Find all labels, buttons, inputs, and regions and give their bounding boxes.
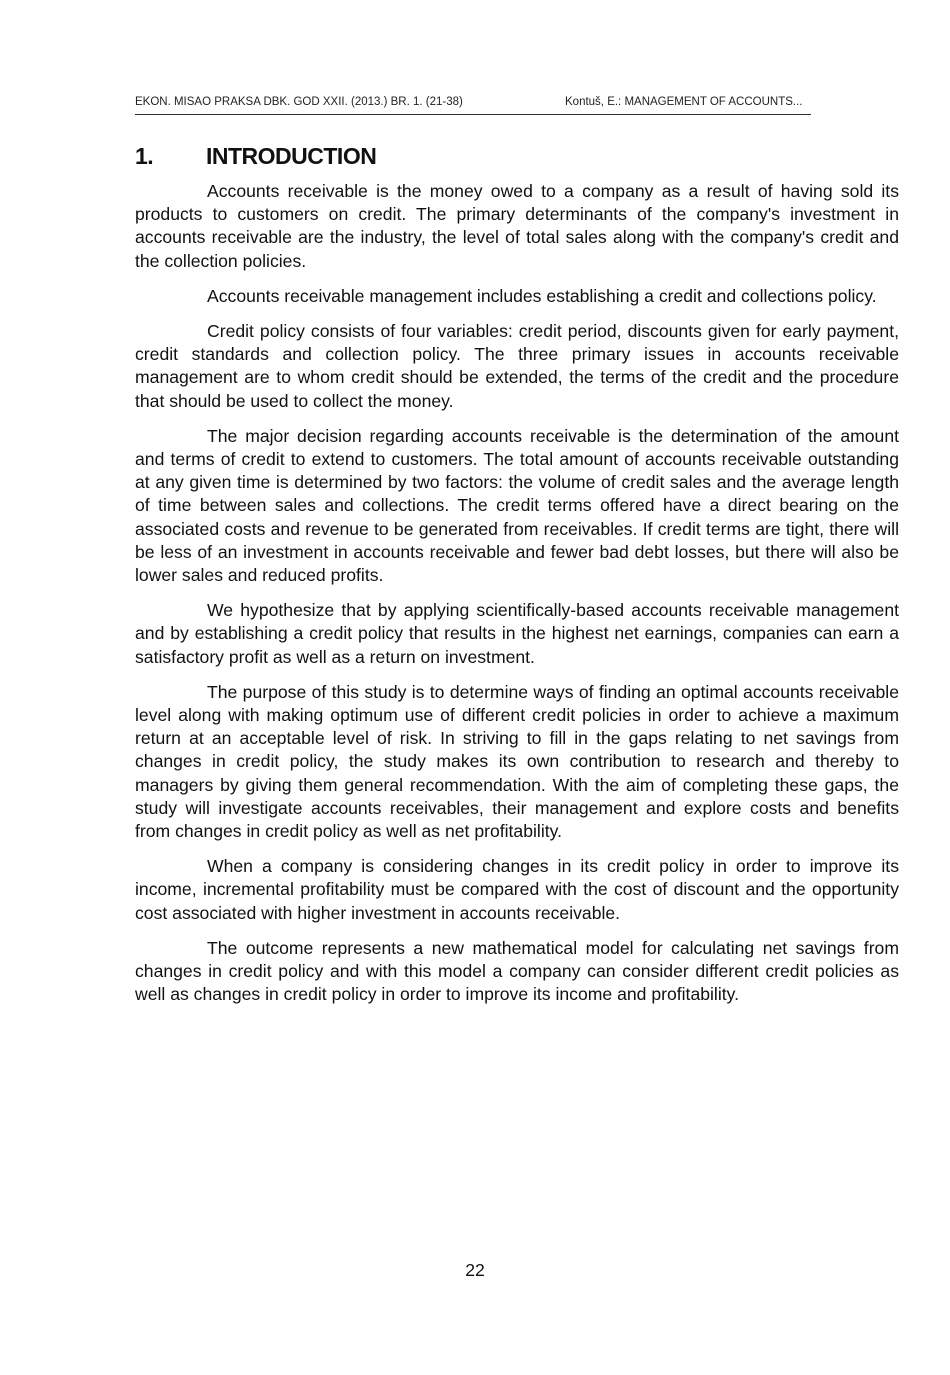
journal-citation: EKON. MISAO PRAKSA DBK. GOD XXII. (2013.) BR. 1. (21-38)	[135, 96, 463, 108]
article-short-title: Kontuš, E.: MANAGEMENT OF ACCOUNTS...	[565, 96, 803, 108]
section-title: INTRODUCTION	[206, 143, 377, 169]
page-number: 22	[465, 1260, 485, 1280]
paragraph: When a company is considering changes in its credit policy in order to improve its income, incremental profitability must be compared with the cost of discount and the opportunity cost associated with higher investment in accounts receivable.	[135, 856, 899, 923]
paragraph: The major decision regarding accounts receivable is the determination of the amount and terms of credit to extend to customers. The total amount of accounts receivable outstanding at any given time is determined by two factors: the volume of credit sales and the average length of time between sales and collections. The credit terms offered have a direct bearing on the associated costs and revenue to be generated from receivables. If credit terms are tight, there will be less of an investment in accounts receivable and fewer bad debt losses, but there will also be lower sales and reduced profits.	[135, 425, 899, 586]
paragraph: Credit policy consists of four variables: credit period, discounts given for early payment, credit standards and collection policy. The three primary issues in accounts receivable management are to whom credit should be extended, the terms of the credit and the procedure that should be used to collect the money.	[135, 321, 899, 411]
section-heading	[135, 143, 376, 170]
paragraph: The purpose of this study is to determine ways of finding an optimal accounts receivable level along with making optimum use of different credit policies in order to achieve a maximum return at an acceptable level of risk. In striving to fill in the gaps relating to net savings from changes in credit policy, the study makes its own contribution to research and thereby to managers by giving them general recommendation. With the aim of completing these gaps, the study will investigate accounts receivables, their management and explore costs and benefits from changes in credit policy as well as net profitability.	[135, 681, 899, 842]
paragraph: Accounts receivable is the money owed to a company as a result of having sold its products to customers on credit. The primary determinants of the company's investment in accounts receivable are the industry, the level of total sales along with the company's credit and the collection policies.	[135, 181, 899, 271]
paragraph: The outcome represents a new mathematical model for calculating net savings from changes in credit policy and with this model a company can consider different credit policies as well as changes in credit policy in order to improve its income and profitability.	[135, 937, 899, 1005]
section-number: 1.	[135, 143, 154, 169]
running-header	[135, 94, 811, 115]
paragraph: We hypothesize that by applying scientifically-based accounts receivable management and by establishing a credit policy that results in the highest net earnings, companies can earn a satisfactory profit as well as a return on investment.	[135, 600, 899, 667]
body-text	[135, 180, 899, 1019]
paragraph: Accounts receivable management includes establishing a credit and collections policy.	[207, 285, 877, 306]
